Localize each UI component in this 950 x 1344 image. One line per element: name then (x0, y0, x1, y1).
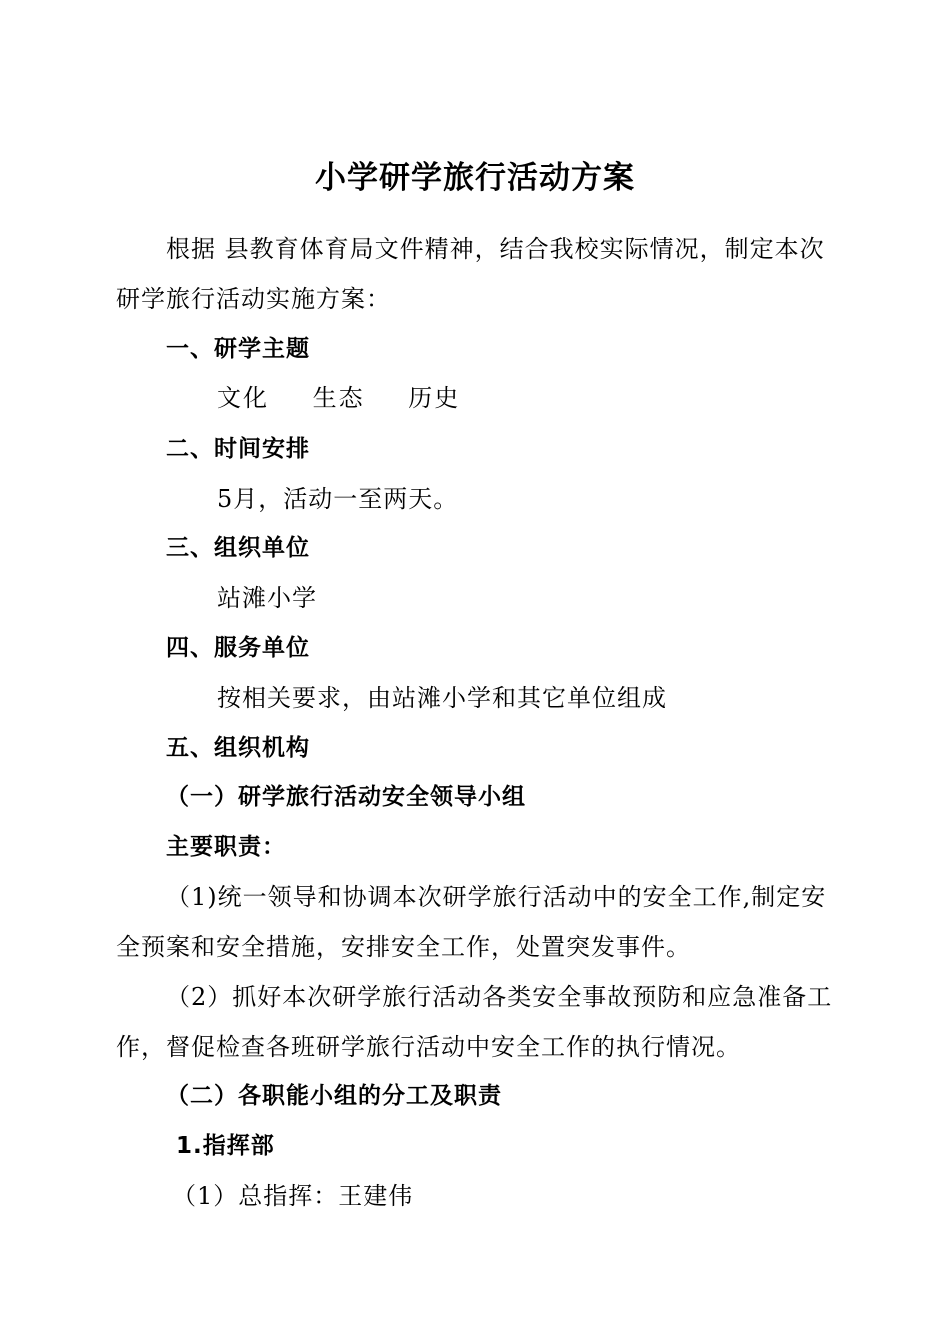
theme-item: 文化 (217, 384, 269, 412)
duty-1-line-2: 全预案和安全措施，安排安全工作，处置突发事件。 (116, 933, 691, 961)
duty-2-line-2: 作，督促检查各班研学旅行活动中安全工作的执行情况。 (116, 1033, 741, 1061)
section-heading-schedule: 二、时间安排 (166, 436, 310, 462)
theme-item: 生态 (312, 384, 365, 412)
section-heading-organization: 五、组织机构 (166, 735, 310, 761)
intro-line-2: 研学旅行活动实施方案： (116, 285, 391, 313)
section-heading-theme: 一、研学主题 (166, 336, 310, 362)
theme-list (217, 383, 496, 413)
duty-1-line-1: （1)统一领导和协调本次研学旅行活动中的安全工作,制定安 (166, 883, 827, 911)
subsection-safety-group: （一）研学旅行活动安全领导小组 (166, 784, 526, 810)
service-text: 按相关要求，由站滩小学和其它单位组成 (217, 684, 667, 712)
document-title: 小学研学旅行活动方案 (315, 160, 635, 196)
schedule-text: 5月，活动一至两天。 (217, 485, 459, 513)
section-heading-organizer: 三、组织单位 (166, 535, 310, 561)
commander-line: （1）总指挥：王建伟 (172, 1182, 414, 1210)
duty-2-line-1: （2）抓好本次研学旅行活动各类安全事故预防和应急准备工 (166, 983, 833, 1011)
intro-line-1: 根据 县教育体育局文件精神，结合我校实际情况，制定本次 (166, 235, 825, 263)
duty-label: 主要职责： (166, 834, 286, 860)
section-heading-service: 四、服务单位 (166, 635, 310, 661)
command-heading: 1.指挥部 (176, 1133, 275, 1159)
subsection-functional-groups: （二）各职能小组的分工及职责 (166, 1083, 502, 1109)
organizer-text: 站滩小学 (217, 584, 317, 612)
theme-item: 历史 (408, 384, 461, 412)
